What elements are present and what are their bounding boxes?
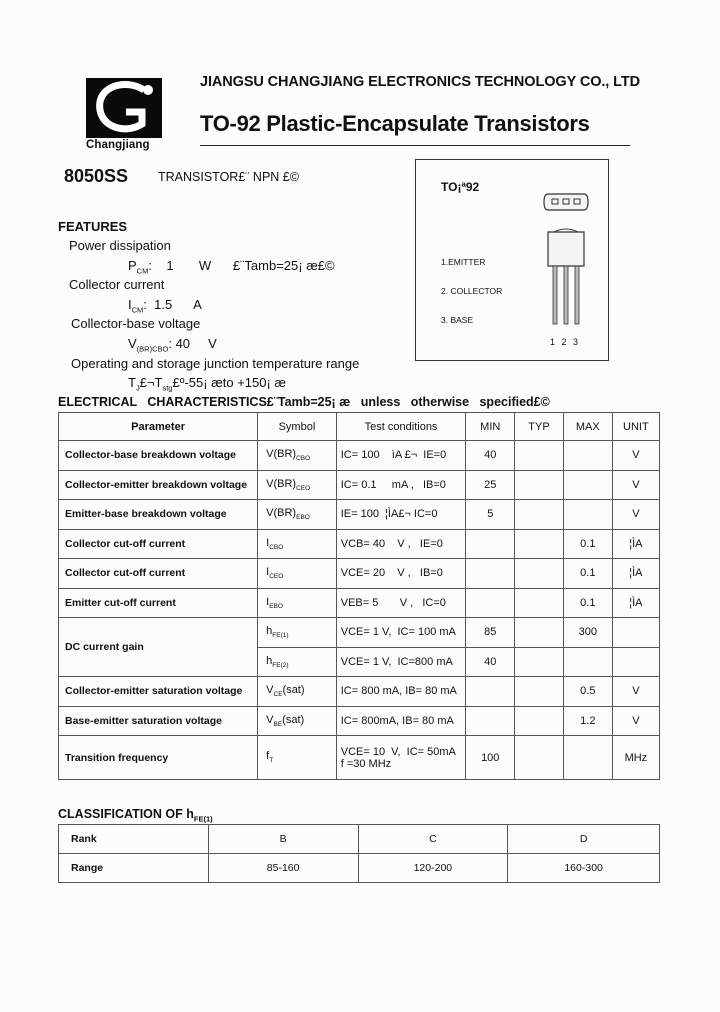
max-cell <box>563 441 612 471</box>
classification-heading: CLASSIFICATION OF $h_{FE(1)}$ <box>58 807 213 824</box>
transistor-drawing <box>536 186 596 331</box>
symbol-cell <box>258 529 337 559</box>
max-cell: 0.5 <box>563 677 612 707</box>
pin-3-label: 3. BASE <box>441 315 474 325</box>
min-cell: 5 <box>466 500 515 530</box>
column-header: MIN <box>466 413 515 441</box>
symbol-text: h <box>266 625 273 638</box>
param-cell: Transition frequency <box>59 736 258 780</box>
param-cell: DC current gain <box>59 618 258 677</box>
column-header: TYP <box>515 413 564 441</box>
symbol-cell <box>258 559 337 589</box>
collector-current-label: Collector current <box>69 277 165 292</box>
logo-mark <box>86 78 162 138</box>
unit-cell: V <box>612 677 659 707</box>
condition-symbol: V <box>340 567 349 580</box>
max-cell <box>563 647 612 677</box>
param-cell: Collector-emitter saturation voltage <box>59 677 258 707</box>
conditions-cell <box>336 559 466 589</box>
conditions-cell <box>336 677 466 707</box>
column-header: UNIT <box>612 413 659 441</box>
min-cell: 40 <box>466 647 515 677</box>
min-cell <box>466 588 515 618</box>
unit-cell: ¦ÌA <box>612 529 659 559</box>
symbol-cell <box>258 618 337 648</box>
condition-text: CE= 10 V, IC= 50mA <box>348 745 456 758</box>
condition-symbol: I <box>340 685 344 698</box>
condition-text: C= 800 mA, IB= 80 mA <box>343 685 457 698</box>
conditions-cell <box>336 647 466 677</box>
min-cell: 85 <box>466 618 515 648</box>
param-cell: Collector cut-off current <box>59 559 258 589</box>
param-cell: Emitter-base breakdown voltage <box>59 500 258 530</box>
table-row <box>59 529 660 559</box>
table-row <box>59 736 660 780</box>
max-cell: 300 <box>563 618 612 648</box>
symbol-tail: (sat) <box>282 684 305 697</box>
symbol-text: I <box>266 595 270 608</box>
max-cell: 0.1 <box>563 529 612 559</box>
min-cell: 100 <box>466 736 515 780</box>
title-divider <box>200 145 630 146</box>
symbol-cell <box>258 500 337 530</box>
collector-base-voltage-value: $V_{(BR)CBO}$: 40 V <box>128 336 217 354</box>
document-title: TO-92 Plastic-Encapsulate Transistors <box>200 111 590 136</box>
conditions-cell <box>336 441 466 471</box>
condition-symbol: V <box>340 596 349 609</box>
typ-cell <box>515 470 564 500</box>
max-cell: 0.1 <box>563 559 612 589</box>
typ-cell <box>515 588 564 618</box>
min-cell <box>466 677 515 707</box>
temperature-range-value: $T_J£\neg T_{stg}£º-55¡$ æto +150¡ æ <box>128 375 286 393</box>
pin-numbers: 1 2 3 <box>550 337 581 347</box>
logo-text: Changjiang <box>86 139 150 151</box>
unit-cell <box>612 647 659 677</box>
range-cell: 85-160 <box>208 854 358 883</box>
max-cell <box>563 470 612 500</box>
condition-text: E= 100 ¦ÌA£¬ IC=0 <box>343 508 438 521</box>
conditions-cell <box>336 588 466 618</box>
typ-cell <box>515 647 564 677</box>
company-name: JIANGSU CHANGJIANG ELECTRONICS TECHNOLOGY CO., LTD <box>200 74 640 90</box>
param-cell: Collector cut-off current <box>59 529 258 559</box>
symbol-text: I <box>266 536 270 549</box>
table-row <box>59 500 660 530</box>
typ-cell <box>515 529 564 559</box>
symbol-text: I <box>266 566 270 579</box>
typ-cell <box>515 441 564 471</box>
symbol-subscript: CEO <box>269 573 284 581</box>
condition-text: C= 100 ìA £¬ IE=0 <box>343 449 447 462</box>
symbol-subscript: CBO <box>269 543 284 551</box>
param-cell: Emitter cut-off current <box>59 588 258 618</box>
unit-cell: V <box>612 441 659 471</box>
unit-cell: MHz <box>612 736 659 780</box>
electrical-heading: ELECTRICAL CHARACTERISTICS£¨Tamb=25¡ æ unless otherwise specified£© <box>58 395 550 409</box>
table-row <box>59 618 660 648</box>
condition-symbol: V <box>340 745 349 758</box>
param-cell: Base-emitter saturation voltage <box>59 706 258 736</box>
symbol-subscript: FE(1) <box>272 632 289 640</box>
collector-current-value: $I_{CM}$: 1.5 A <box>128 297 202 315</box>
table-row <box>59 677 660 707</box>
symbol-text: f <box>266 750 270 763</box>
symbol-tail: (sat) <box>282 713 305 726</box>
symbol-subscript: CE <box>273 691 283 699</box>
condition-symbol: I <box>340 478 344 491</box>
typ-cell <box>515 559 564 589</box>
symbol-subscript: CBO <box>296 455 311 463</box>
min-cell <box>466 706 515 736</box>
symbol-subscript: EBO <box>296 514 310 522</box>
column-header: Parameter <box>59 413 258 441</box>
symbol-text: V(BR) <box>266 477 297 490</box>
condition-text: CE= 20 V , IB=0 <box>348 567 443 580</box>
conditions-cell <box>336 618 466 648</box>
package-diagram-box <box>415 159 609 361</box>
column-header: Test conditions <box>336 413 466 441</box>
condition-symbol: I <box>340 714 344 727</box>
table-row <box>59 470 660 500</box>
range-cell: 120-200 <box>358 854 508 883</box>
rank-row <box>59 825 660 854</box>
unit-cell: V <box>612 470 659 500</box>
rank-label: Rank <box>59 825 209 854</box>
condition-symbol: I <box>340 449 344 462</box>
part-number: 8050SS <box>64 166 129 186</box>
pin-2-label: 2. COLLECTOR <box>441 286 503 296</box>
param-cell: Collector-base breakdown voltage <box>59 441 258 471</box>
condition-text: C= 800mA, IB= 80 mA <box>343 714 454 727</box>
condition-text: CE= 1 V, IC= 100 mA <box>348 626 456 639</box>
typ-cell <box>515 736 564 780</box>
conditions-cell <box>336 470 466 500</box>
unit-cell: V <box>612 706 659 736</box>
table-row <box>59 559 660 589</box>
table-row <box>59 588 660 618</box>
rank-cell: B <box>208 825 358 854</box>
symbol-cell <box>258 647 337 677</box>
conditions-cell <box>336 500 466 530</box>
symbol-cell <box>258 736 337 780</box>
table-header-row <box>59 413 660 441</box>
rank-cell: D <box>508 825 660 854</box>
condition-symbol: V <box>340 626 349 639</box>
symbol-subscript: CEO <box>296 484 311 492</box>
conditions-cell <box>336 706 466 736</box>
max-cell <box>563 736 612 780</box>
condition-symbol: V <box>340 537 349 550</box>
max-cell: 0.1 <box>563 588 612 618</box>
condition-text: C= 0.1 mA , IB=0 <box>343 478 446 491</box>
symbol-cell <box>258 470 337 500</box>
symbol-cell <box>258 677 337 707</box>
table-row <box>59 441 660 471</box>
condition-symbol: V <box>340 655 349 668</box>
classification-table <box>58 824 660 883</box>
temperature-range-label: Operating and storage junction temperature range <box>71 356 360 371</box>
table-row <box>59 706 660 736</box>
symbol-subscript: T <box>269 757 274 765</box>
condition-text-2: f =30 MHz <box>340 757 392 770</box>
min-cell <box>466 559 515 589</box>
symbol-subscript: FE(2) <box>272 661 289 669</box>
unit-cell: ¦ÌA <box>612 588 659 618</box>
package-title: TO¡ª92 <box>441 180 480 194</box>
collector-base-voltage-label: Collector-base voltage <box>71 316 201 331</box>
condition-text: CE= 1 V, IC=800 mA <box>348 655 453 668</box>
column-header: MAX <box>563 413 612 441</box>
range-cell: 160-300 <box>508 854 660 883</box>
max-cell <box>563 500 612 530</box>
condition-text: EB= 5 V , IC=0 <box>348 596 446 609</box>
symbol-cell <box>258 588 337 618</box>
param-cell: Collector-emitter breakdown voltage <box>59 470 258 500</box>
power-dissipation-label: Power dissipation <box>69 238 171 253</box>
typ-cell <box>515 500 564 530</box>
pin-1-label: 1.EMITTER <box>441 257 486 267</box>
typ-cell <box>515 677 564 707</box>
power-dissipation-value: $P_{CM}$: 1 W £¨Tamb=25¡ æ£© <box>128 258 335 276</box>
range-label: Range <box>59 854 209 883</box>
company-logo <box>86 78 164 154</box>
max-cell: 1.2 <box>563 706 612 736</box>
symbol-text: V <box>266 684 274 697</box>
rank-cell: C <box>358 825 508 854</box>
condition-text: CB= 40 V , IE=0 <box>348 537 443 550</box>
symbol-text: V <box>266 713 274 726</box>
electrical-characteristics-table <box>58 412 660 780</box>
range-row <box>59 854 660 883</box>
condition-symbol: I <box>340 508 344 521</box>
typ-cell <box>515 706 564 736</box>
unit-cell: ¦ÌA <box>612 559 659 589</box>
typ-cell <box>515 618 564 648</box>
min-cell: 40 <box>466 441 515 471</box>
unit-cell: V <box>612 500 659 530</box>
part-type: TRANSISTOR£¨ NPN £© <box>158 170 299 184</box>
symbol-text: V(BR) <box>266 507 297 520</box>
conditions-cell <box>336 529 466 559</box>
symbol-cell <box>258 441 337 471</box>
symbol-subscript: EBO <box>269 602 283 610</box>
min-cell <box>466 529 515 559</box>
conditions-cell <box>336 736 466 780</box>
symbol-text: h <box>266 654 273 667</box>
min-cell: 25 <box>466 470 515 500</box>
features-heading: FEATURES <box>58 219 128 234</box>
symbol-cell <box>258 706 337 736</box>
column-header: Symbol <box>258 413 337 441</box>
unit-cell <box>612 618 659 648</box>
symbol-subscript: BE <box>273 720 283 728</box>
symbol-text: V(BR) <box>266 448 297 461</box>
